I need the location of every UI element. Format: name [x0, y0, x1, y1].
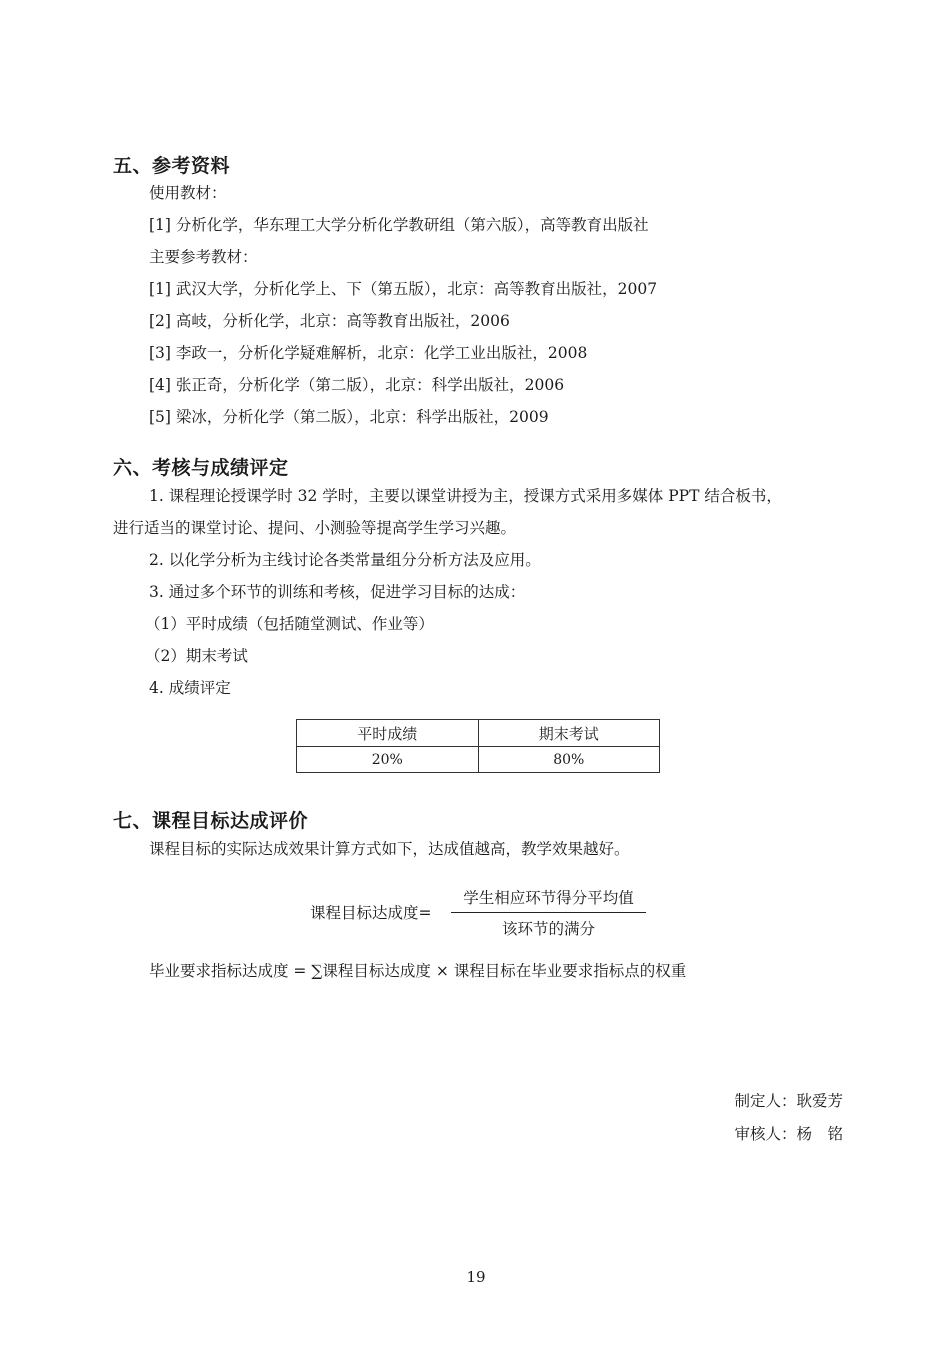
table-cell: 80%	[478, 747, 660, 773]
table-header-cell: 平时成绩	[297, 720, 479, 747]
reference-item: [1] 武汉大学，分析化学上、下（第五版），北京：高等教育出版社，2007	[149, 280, 658, 298]
assessment-point-1-cont: 进行适当的课堂讨论、提问、小测验等提高学生学习兴趣。	[113, 519, 517, 537]
textbook-label: 使用教材：	[149, 184, 227, 202]
assessment-point-2: 2. 以化学分析为主线讨论各类常量组分分析方法及应用。	[149, 551, 541, 569]
page-number: 19	[466, 1268, 486, 1286]
formula-fraction	[451, 886, 646, 941]
table-header-row	[297, 720, 660, 747]
formula-left: 课程目标达成度=	[310, 904, 432, 922]
section5-heading: 五、参考资料	[113, 155, 231, 177]
assessment-point-3b: （2）期末考试	[145, 647, 248, 665]
section7-intro: 课程目标的实际达成效果计算方式如下，达成值越高，教学效果越好。	[149, 840, 630, 858]
assessment-point-4: 4. 成绩评定	[149, 679, 231, 697]
formula-denominator: 该环节的满分	[501, 920, 595, 938]
reference-item: [4] 张正奇，分析化学（第二版），北京：科学出版社，2006	[149, 376, 565, 394]
reference-item: [3] 李政一，分析化学疑难解析，北京：化学工业出版社，2008	[149, 344, 588, 362]
fraction-bar	[451, 912, 646, 913]
reference-item: [2] 高岐，分析化学，北京：高等教育出版社，2006	[149, 312, 510, 330]
graduation-formula: 毕业要求指标达成度 = ∑课程目标达成度 × 课程目标在毕业要求指标点的权重	[149, 962, 687, 980]
assessment-point-3a: （1）平时成绩（包括随堂测试、作业等）	[145, 615, 434, 633]
reviewer-line: 审核人：杨 铭	[734, 1125, 843, 1143]
section7-heading: 七、课程目标达成评价	[113, 810, 309, 832]
formula-numerator: 学生相应环节得分平均值	[463, 889, 634, 907]
table-cell: 20%	[297, 747, 479, 773]
table-header-cell: 期末考试	[478, 720, 660, 747]
section6-heading: 六、考核与成绩评定	[113, 457, 289, 479]
reference-item: [5] 梁冰，分析化学（第二版），北京：科学出版社，2009	[149, 408, 549, 426]
table-row	[297, 747, 660, 773]
textbook-entry: [1] 分析化学，华东理工大学分析化学教研组（第六版），高等教育出版社	[149, 216, 649, 234]
assessment-point-1: 1. 课程理论授课学时 32 学时，主要以课堂讲授为主，授课方式采用多媒体 PPT 结合板书，	[149, 487, 782, 505]
assessment-point-3: 3. 通过多个环节的训练和考核，促进学习目标的达成：	[149, 583, 526, 601]
author-line: 制定人：耿爱芳	[734, 1092, 843, 1110]
attainment-formula	[310, 886, 670, 946]
refs-label: 主要参考教材：	[149, 248, 258, 266]
grade-table	[296, 719, 660, 773]
